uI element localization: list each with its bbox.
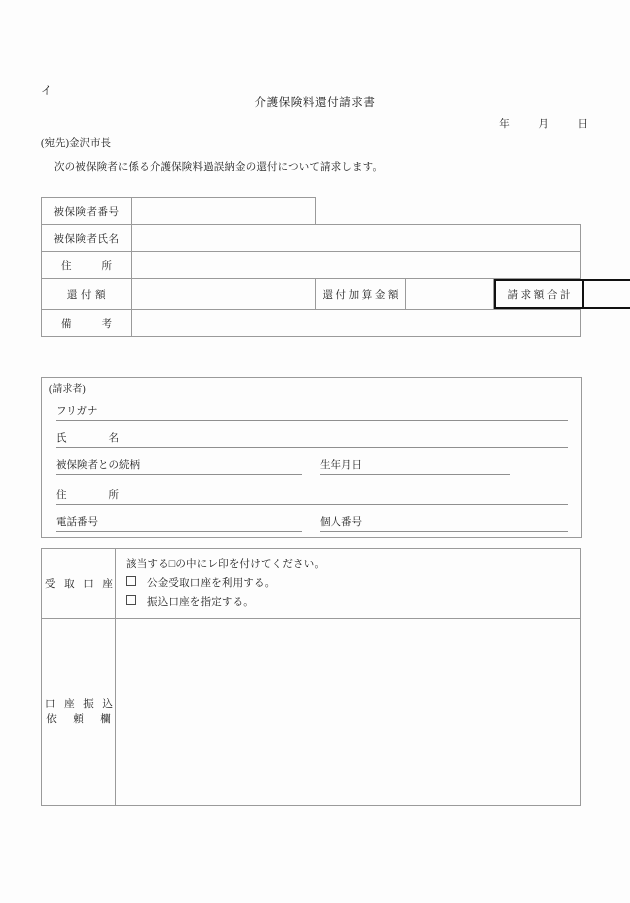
relationship-field[interactable] <box>56 458 302 475</box>
option-public-account-label: 公金受取口座を利用する。 <box>147 578 276 589</box>
total-amount-value[interactable] <box>583 280 630 308</box>
name-field[interactable] <box>56 431 568 448</box>
corner-mark: イ <box>41 85 52 97</box>
table-row <box>42 310 581 337</box>
birthdate-label: 生年月日 <box>320 460 362 471</box>
total-amount-label: 請 求 額 合 計 <box>495 280 583 308</box>
page-title: 介護保険料還付請求書 <box>254 97 376 109</box>
table-row <box>42 252 581 279</box>
my-number-label: 個人番号 <box>320 517 362 528</box>
table-row <box>42 225 581 252</box>
option-specify-account[interactable] <box>126 593 580 612</box>
receiving-account-body <box>116 549 581 619</box>
remarks-value[interactable] <box>132 310 581 337</box>
birthdate-field[interactable] <box>320 458 510 475</box>
phone-field[interactable] <box>56 515 302 532</box>
insured-name-value[interactable] <box>132 225 581 252</box>
insured-address-value[interactable] <box>132 252 581 279</box>
claimant-panel <box>41 377 582 538</box>
refund-addition-label: 還 付 加 算 金 額 <box>316 279 406 310</box>
checkbox-instruction: 該当する□の中にレ印を付けてください。 <box>126 559 326 570</box>
date-year-label: 年 <box>499 119 510 130</box>
claimant-address-field[interactable] <box>56 488 568 505</box>
furigana-label: フリガナ <box>56 406 98 417</box>
transfer-request-label-line2: 依 頼 欄 <box>46 714 114 725</box>
checkbox-icon[interactable] <box>126 595 136 605</box>
account-table <box>41 548 581 806</box>
furigana-field[interactable] <box>56 404 568 421</box>
name-label: 氏 名 <box>56 433 126 444</box>
insured-number-value[interactable] <box>132 198 316 225</box>
claimant-panel-title: (請求者) <box>49 384 86 395</box>
transfer-request-label <box>42 619 116 806</box>
transfer-request-label-line1: 口 座 振 込 <box>45 699 116 710</box>
insured-number-label: 被保険者番号 <box>42 198 132 225</box>
phone-label: 電話番号 <box>56 517 98 528</box>
insured-table <box>41 197 581 337</box>
remarks-label: 備 考 <box>42 310 132 337</box>
transfer-request-value[interactable] <box>116 619 581 806</box>
insured-name-label: 被保険者氏名 <box>42 225 132 252</box>
claimant-address-label: 住 所 <box>56 490 126 501</box>
option-public-account[interactable] <box>126 574 580 593</box>
table-row <box>42 619 581 806</box>
insured-address-label: 住 所 <box>42 252 132 279</box>
refund-amount-value[interactable] <box>132 279 316 310</box>
refund-amount-label: 還 付 額 <box>42 279 132 310</box>
total-amount-group <box>494 279 581 310</box>
option-specify-account-label: 振込口座を指定する。 <box>147 597 254 608</box>
insured-number-spacer <box>316 198 581 225</box>
date-day-label: 日 <box>577 119 588 130</box>
receiving-account-label: 受 取 口 座 <box>42 549 116 619</box>
my-number-field[interactable] <box>320 515 568 532</box>
relationship-label: 被保険者との続柄 <box>56 460 140 471</box>
table-row <box>42 198 581 225</box>
lede-sentence: 次の被保険者に係る介護保険料過誤納金の還付について請求します。 <box>54 162 384 173</box>
table-row-amounts <box>42 279 581 310</box>
date-line <box>499 117 588 132</box>
checkbox-icon[interactable] <box>126 576 136 586</box>
addressee: (宛先)金沢市長 <box>41 138 111 149</box>
refund-addition-value[interactable] <box>406 279 494 310</box>
date-month-label: 月 <box>538 119 549 130</box>
table-row <box>42 549 581 619</box>
